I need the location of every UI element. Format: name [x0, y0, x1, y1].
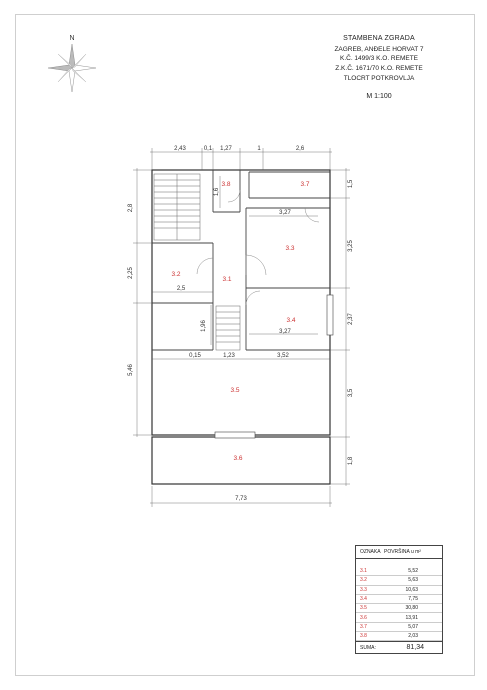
windows	[215, 295, 333, 438]
room-3-3-label: 3.3	[285, 245, 295, 252]
dim-left-2: 2,25	[128, 267, 134, 279]
title-building: STAMBENA ZGRADA	[343, 35, 415, 42]
dim-right-4: 3,5	[348, 388, 354, 398]
legend-sum-label: SUMA:	[360, 644, 376, 651]
dim-int-5: 1,96	[201, 320, 207, 332]
legend-row: 3.4 7,75	[356, 595, 442, 604]
room-3-7-label: 3.7	[300, 181, 310, 188]
legend-header	[356, 546, 442, 559]
dim-bottom: 7,73	[235, 496, 247, 502]
room-3-6-label: 3.6	[233, 455, 243, 462]
dim-int-8: 3,52	[277, 353, 289, 359]
dim-int-7: 1,23	[223, 353, 235, 359]
title-scale: M 1:100	[366, 92, 392, 100]
legend-row: 3.3 10,63	[356, 586, 442, 595]
dim-left-3: 5,46	[128, 364, 134, 376]
compass-north-label: N	[69, 35, 75, 42]
legend-header-area: POVRŠINA u m²	[384, 549, 421, 555]
legend-row: 3.6 13,91	[356, 613, 442, 622]
room-3-5-label: 3.5	[230, 387, 240, 394]
dim-top-2: 0,1	[203, 146, 213, 152]
title-cadastral-1: K.Č. 1499/3 K.O. REMETE	[339, 55, 419, 63]
dim-right-2: 3,25	[348, 240, 354, 252]
title-cadastral-2: Z.K.Č. 1671/70 K.O. REMETE	[335, 65, 423, 72]
title-plan-name: TLOCRT POTKROVLJA	[343, 74, 415, 82]
room-3-4-label: 3.4	[286, 317, 296, 324]
compass-icon	[48, 44, 96, 92]
dim-int-1: 1,6	[214, 187, 220, 197]
room-3-2-label: 3.2	[171, 271, 181, 278]
area-legend-table	[355, 545, 443, 654]
dim-right-1: 1,5	[348, 179, 354, 189]
dim-int-2: 3,27	[279, 210, 291, 216]
dim-int-6: 0,15	[189, 353, 201, 359]
dim-top-3: 1,27	[220, 146, 232, 152]
legend-header-code: OZNAKA	[360, 549, 381, 555]
room-3-1-label: 3.1	[222, 276, 232, 283]
interior-walls	[152, 170, 330, 350]
dim-top-1: 2,43	[174, 146, 186, 152]
dim-left-1: 2,8	[128, 203, 134, 213]
legend-sum-value: 81,34	[406, 644, 424, 652]
dim-right-5: 1,8	[348, 456, 354, 466]
stairs	[154, 174, 240, 350]
legend-row: 3.2 5,63	[356, 576, 442, 585]
dim-int-4: 3,27	[279, 329, 291, 335]
exterior-dim-lines	[133, 148, 350, 507]
dim-right-3: 2,37	[348, 313, 354, 325]
legend-row: 3.5 30,80	[356, 604, 442, 613]
room-labels	[171, 181, 309, 462]
room-3-8-label: 3.8	[221, 181, 231, 188]
dim-top-5: 2,6	[295, 146, 305, 152]
legend-sum-row	[356, 641, 442, 653]
legend-row: 3.7 5,07	[356, 623, 442, 632]
legend-row: 3.1 5,52	[356, 567, 442, 576]
interior-dim-lines	[152, 176, 330, 359]
title-address: ZAGREB, ANĐELE HORVAT 7	[334, 45, 424, 53]
dim-top-4: 1	[257, 146, 261, 152]
dim-int-3: 2,5	[176, 286, 186, 292]
dimension-labels	[128, 146, 354, 502]
legend-row: 3.8 2,03	[356, 632, 442, 641]
